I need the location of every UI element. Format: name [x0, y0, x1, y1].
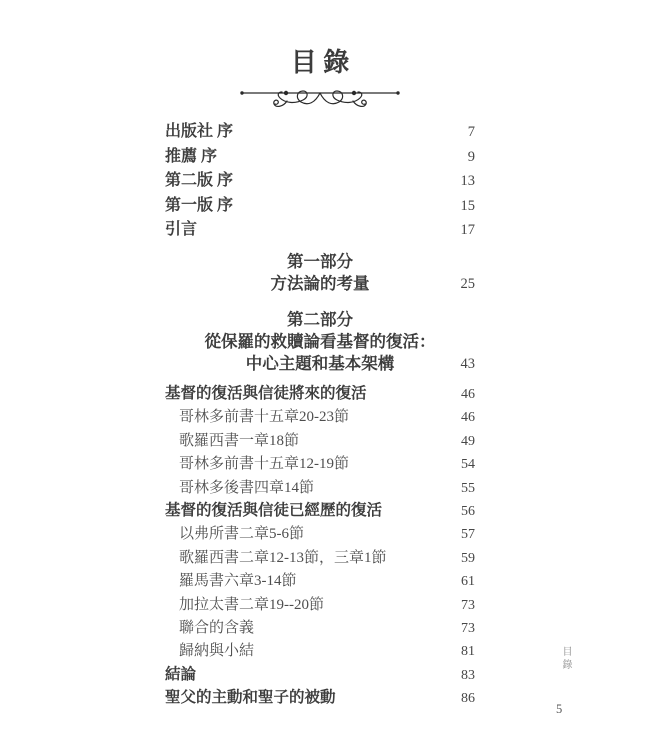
toc-entry — [165, 194, 475, 219]
toc-content-column — [165, 0, 475, 711]
part-two-title-row — [165, 353, 475, 375]
toc-entry — [165, 218, 475, 243]
toc-entry-page-number: 9 — [467, 148, 475, 165]
toc-entry-page-number: 56 — [461, 504, 475, 519]
toc-entry — [165, 640, 475, 663]
toc-entry-page-number: 49 — [461, 433, 475, 449]
toc-entry-page-number: 13 — [460, 173, 475, 190]
toc-entry-page-number: 17 — [460, 222, 475, 239]
toc-entry-label: 基督的復活與信徒將來的復活 — [165, 384, 367, 402]
running-head: 目錄 — [560, 646, 571, 672]
toc-entry-label: 歌羅西書二章12-13節，三章1節 — [179, 549, 387, 566]
toc-entry-label: 引言 — [165, 221, 198, 239]
part-one-title: 方法論的考量 — [270, 273, 370, 293]
toc-entry-page-number: 7 — [467, 124, 475, 140]
part-one-heading: 第一部分 — [287, 251, 353, 271]
front-matter-list — [165, 120, 475, 243]
toc-entry-page-number: 73 — [461, 597, 475, 613]
toc-entry-page-number: 81 — [461, 644, 475, 660]
toc-entry-label: 加拉太書二章19--20節 — [179, 596, 324, 613]
toc-entry-page-number: 46 — [461, 386, 475, 402]
toc-entry-label: 聖父的主動和聖子的被動 — [165, 689, 336, 707]
part-two-heading: 第二部分 — [287, 309, 353, 329]
toc-entry-page-number: 54 — [461, 457, 475, 473]
toc-entry — [165, 406, 475, 429]
toc-entry — [165, 570, 475, 593]
toc-entry — [165, 523, 475, 546]
part-two-page-number: 43 — [460, 355, 475, 372]
toc-entry-label: 歌羅西書一章18節 — [179, 432, 300, 449]
toc-entry — [165, 547, 475, 570]
toc-entry — [165, 169, 475, 194]
toc-entry-page-number: 86 — [461, 691, 475, 707]
toc-entry — [165, 120, 475, 145]
toc-entry-page-number: 61 — [461, 574, 475, 590]
toc-entry-page-number: 73 — [461, 621, 475, 637]
toc-entry-label: 第二版 序 — [165, 172, 234, 190]
part-one-section — [165, 251, 475, 295]
divider-flourish-icon — [239, 86, 401, 112]
toc-entry — [165, 594, 475, 617]
toc-entry — [165, 145, 475, 170]
toc-entry — [165, 664, 475, 687]
toc-entry-label: 羅馬書六章3-14節 — [179, 573, 297, 590]
toc-entry-label: 哥林多前書十五章20-23節 — [179, 409, 349, 426]
toc-entry-page-number: 83 — [461, 667, 475, 683]
toc-entry-label: 結論 — [165, 665, 197, 683]
part-one-title-row — [165, 273, 475, 295]
toc-entry-label: 哥林多後書四章14節 — [179, 479, 315, 496]
toc-entry-list — [165, 383, 475, 711]
toc-entry — [165, 687, 475, 710]
toc-entry-label: 歸納與小結 — [179, 643, 255, 660]
part-one-page-number: 25 — [460, 275, 475, 292]
toc-entry-label: 以弗所書二章5-6節 — [179, 526, 304, 543]
toc-entry-page-number: 55 — [461, 480, 475, 496]
toc-entry — [165, 430, 475, 453]
toc-entry-label: 推薦 序 — [165, 147, 218, 165]
toc-entry — [165, 477, 475, 500]
toc-entry-label: 基督的復活與信徒已經歷的復活 — [165, 502, 383, 519]
page-title: 目 錄 — [290, 48, 350, 77]
toc-entry-page-number: 59 — [461, 550, 475, 566]
toc-entry — [165, 383, 475, 406]
toc-entry — [165, 500, 475, 523]
toc-entry-label: 聯合的含義 — [179, 620, 255, 637]
toc-entry-page-number: 57 — [461, 527, 475, 543]
toc-entry — [165, 617, 475, 640]
toc-entry — [165, 453, 475, 476]
toc-entry-label: 出版社 序 — [165, 123, 234, 140]
toc-entry-page-number: 46 — [461, 410, 475, 426]
toc-entry-label: 哥林多前書十五章12-19節 — [179, 456, 349, 473]
part-two-section — [165, 309, 475, 375]
folio-page-number: 5 — [556, 702, 563, 716]
toc-entry-page-number: 15 — [460, 197, 475, 214]
toc-entry-label: 第一版 序 — [165, 196, 234, 214]
part-two-subtitle-line1: 從保羅的救贖論看基督的復活： — [204, 331, 436, 351]
part-two-subtitle-line2: 中心主題和基本架構 — [245, 353, 395, 373]
